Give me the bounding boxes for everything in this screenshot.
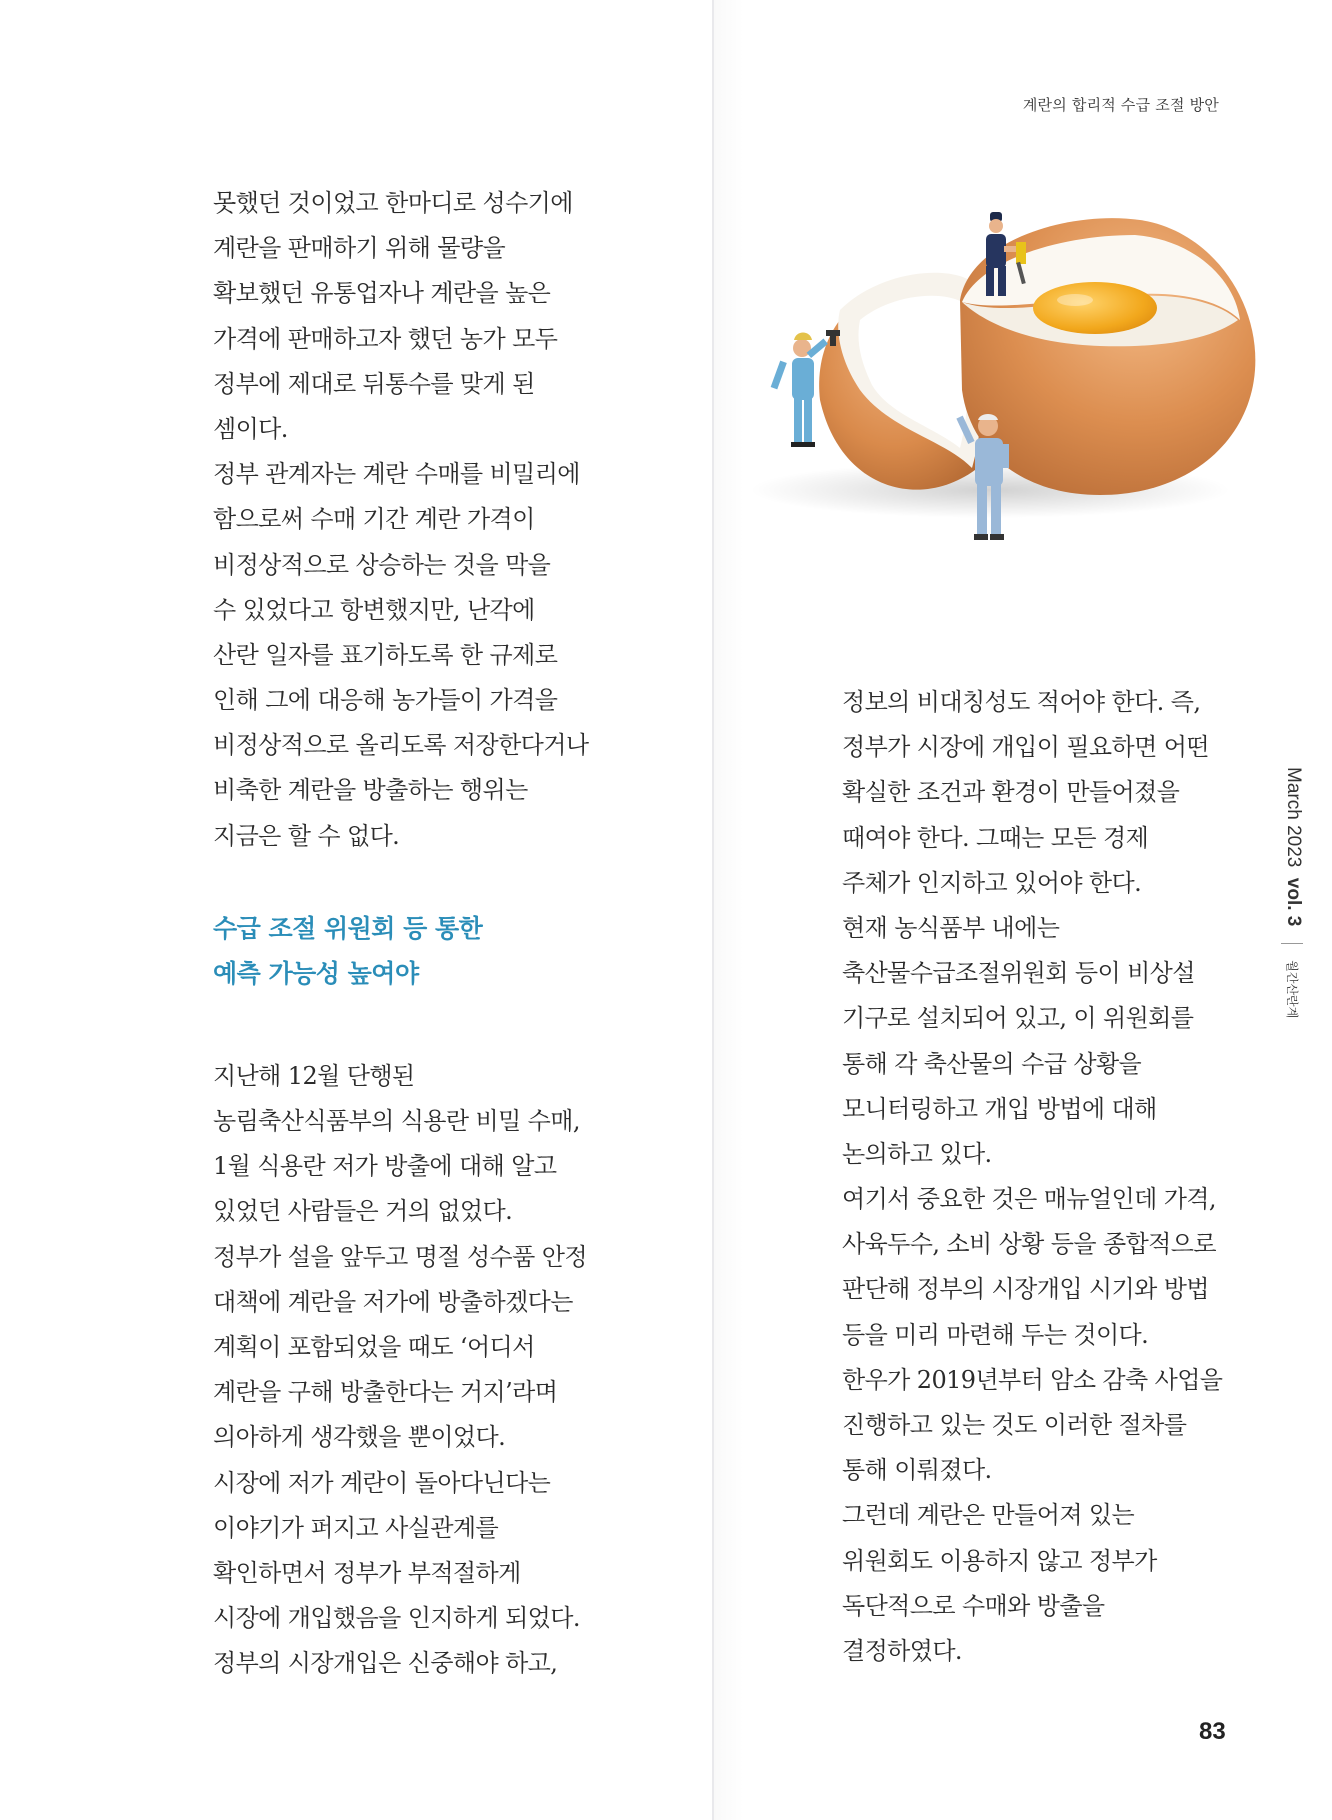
text-line: 통해 이뤄졌다.	[842, 1456, 992, 1485]
text-line: 인해 그에 대응해 농가들이 가격을	[213, 686, 558, 715]
text-line: 1월 식용란 저가 방출에 대해 알고	[213, 1152, 557, 1181]
text-line: 정부에 제대로 뒤통수를 맞게 된	[213, 369, 535, 398]
text-line: 때여야 한다. 그때는 모든 경제	[842, 823, 1149, 852]
text-line: 정보의 비대칭성도 적어야 한다. 즉,	[842, 688, 1201, 716]
egg-workers-illustration	[740, 190, 1270, 600]
text-line: 지난해 12월 단행된	[213, 1061, 415, 1090]
text-line: 확실한 조건과 환경이 만들어졌을	[842, 778, 1180, 807]
running-title: 계란의 합리적 수급 조절 방안	[1022, 96, 1219, 114]
side-issue-tab	[1278, 767, 1308, 1017]
text-line: 통해 각 축산물의 수급 상황을	[842, 1049, 1142, 1078]
text-line: 있었던 사람들은 거의 없었다.	[213, 1197, 513, 1226]
text-line: 정부가 설을 앞두고 명절 성수품 안정	[213, 1242, 587, 1271]
text-line: 정부 관계자는 계란 수매를 비밀리에	[213, 460, 580, 489]
text-line: 여기서 중요한 것은 매뉴얼인데 가격,	[842, 1185, 1216, 1214]
text-line: 독단적으로 수매와 방출을	[842, 1591, 1105, 1620]
text-line: 정부가 시장에 개입이 필요하면 어떤	[842, 733, 1209, 762]
text-line: 가격에 판매하고자 했던 농가 모두	[213, 324, 558, 353]
text-line: 의아하게 생각했을 뿐이었다.	[213, 1423, 506, 1452]
text-line: 사육두수, 소비 상황 등을 종합적으로	[842, 1230, 1216, 1259]
left-column	[213, 181, 588, 1686]
text-line: 수 있었다고 항변했지만, 난각에	[213, 595, 535, 624]
text-line: 비축한 계란을 방출하는 행위는	[213, 776, 528, 805]
text-line: 등을 미리 마련해 두는 것이다.	[842, 1320, 1149, 1349]
text-line: 현재 농식품부 내에는	[842, 913, 1060, 942]
text-line: 시장에 개입했음을 인지하게 되었다.	[213, 1604, 580, 1633]
issue-month: March 2023	[1283, 767, 1304, 868]
text-line: 지금은 할 수 없다.	[213, 821, 400, 850]
text-line: 계란을 판매하기 위해 물량을	[213, 234, 506, 263]
text-line: 비정상적으로 올리도록 저장한다거나	[213, 731, 589, 760]
side-issue-text	[1278, 767, 1308, 1018]
text-line: 이야기가 퍼지고 사실관계를	[213, 1513, 499, 1542]
text-line: 계란을 구해 방출한다는 거지’라며	[213, 1378, 558, 1407]
text-line: 모니터링하고 개입 방법에 대해	[842, 1094, 1157, 1123]
text-line: 농림축산식품부의 식용란 비밀 수매,	[213, 1107, 580, 1135]
text-line: 결정하였다.	[842, 1636, 962, 1665]
text-line: 대책에 계란을 저가에 방출하겠다는	[213, 1287, 573, 1316]
text-line: 위원회도 이용하지 않고 정부가	[842, 1546, 1157, 1575]
text-line: 논의하고 있다.	[842, 1139, 992, 1168]
text-line: 시장에 저가 계란이 돌아다닌다는	[213, 1468, 551, 1497]
text-line: 비정상적으로 상승하는 것을 막을	[213, 550, 551, 579]
paragraph-3	[213, 1054, 588, 1687]
magazine-name: 월간산란계	[1285, 960, 1299, 1019]
section-heading	[213, 906, 588, 996]
side-divider	[1281, 943, 1303, 944]
paragraph-1	[213, 181, 588, 452]
text-line: 확인하면서 정부가 부적절하게	[213, 1558, 521, 1587]
text-line: 주체가 인지하고 있어야 한다.	[842, 868, 1142, 897]
text-line: 판단해 정부의 시장개입 시기와 방법	[842, 1275, 1209, 1304]
text-line: 기구로 설치되어 있고, 이 위원회를	[842, 1004, 1194, 1033]
text-line: 계획이 포함되었을 때도 ‘어디서	[213, 1332, 535, 1361]
paragraph-2	[213, 452, 588, 859]
page-number: 83	[1199, 1718, 1226, 1745]
section-heading-line: 예측 가능성 높여야	[213, 958, 419, 988]
text-line: 진행하고 있는 것도 이러한 절차를	[842, 1411, 1187, 1439]
section-heading-line: 수급 조절 위원회 등 통한	[213, 913, 483, 943]
text-line: 그런데 계란은 만들어져 있는	[842, 1501, 1135, 1530]
right-column	[842, 680, 1222, 1674]
text-line: 한우가 2019년부터 암소 감축 사업을	[842, 1365, 1223, 1394]
text-line: 셈이다.	[213, 414, 288, 443]
text-line: 축산물수급조절위원회 등이 비상설	[842, 959, 1195, 988]
issue-volume: vol. 3	[1283, 877, 1304, 927]
text-line: 확보했던 유통업자나 계란을 높은	[213, 279, 551, 308]
egg-yolk	[1033, 282, 1157, 334]
text-line: 함으로써 수매 기간 계란 가격이	[213, 505, 535, 534]
text-line: 정부의 시장개입은 신중해야 하고,	[213, 1649, 558, 1678]
text-line: 못했던 것이었고 한마디로 성수기에	[213, 189, 573, 217]
text-line: 산란 일자를 표기하도록 한 규제로	[213, 640, 558, 669]
